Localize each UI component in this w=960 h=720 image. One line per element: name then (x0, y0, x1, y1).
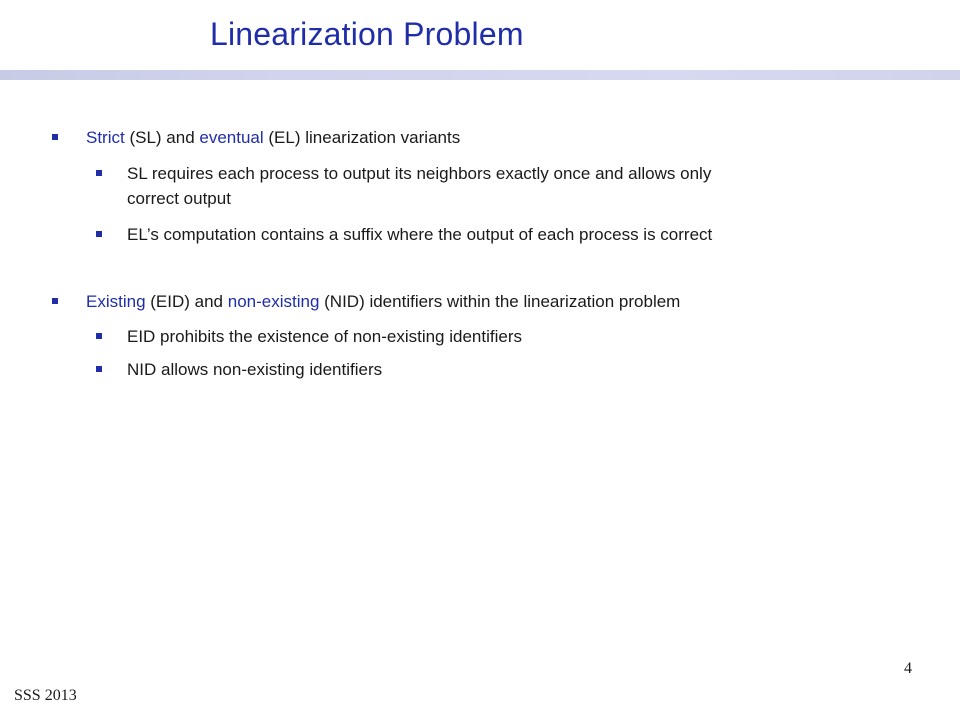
title-divider (0, 70, 960, 80)
sub-bullet-marker (96, 170, 102, 176)
existing-term: Existing (86, 292, 146, 311)
bullet-1-text-part: (EL) linearization variants (263, 128, 461, 147)
bullet-2-text-part: (NID) identifiers within the linearization problem (319, 292, 681, 311)
slide-title: Linearization Problem (210, 16, 524, 52)
bullet-2-text-part: (EID) and (145, 292, 228, 311)
sub-bullet-2-1: EID prohibits the existence of non-existing identifiers (127, 327, 522, 346)
bullet-1-text-part: (SL) and (124, 128, 200, 147)
footer-label: SSS 2013 (14, 687, 77, 704)
page-number: 4 (904, 660, 912, 677)
bullet-marker (52, 298, 58, 304)
non-existing-term: non-existing (227, 292, 320, 311)
sub-bullet-1-2: EL’s computation contains a suffix where the output of each process is correct (127, 225, 713, 244)
sub-bullet-marker (96, 333, 102, 339)
bullet-2-text (86, 290, 680, 314)
strict-term: Strict (86, 128, 125, 147)
bullet-1-text (86, 126, 460, 150)
bullet-marker (52, 134, 58, 140)
sub-bullet-marker (96, 231, 102, 237)
sub-bullet-1-1-line-1: SL requires each process to output its neighbors exactly once and allows only (127, 164, 712, 183)
eventual-term: eventual (199, 128, 264, 147)
sub-bullet-marker (96, 366, 102, 372)
sub-bullet-1-1-line-2: correct output (127, 189, 231, 208)
sub-bullet-2-2: NID allows non-existing identifiers (127, 360, 383, 379)
